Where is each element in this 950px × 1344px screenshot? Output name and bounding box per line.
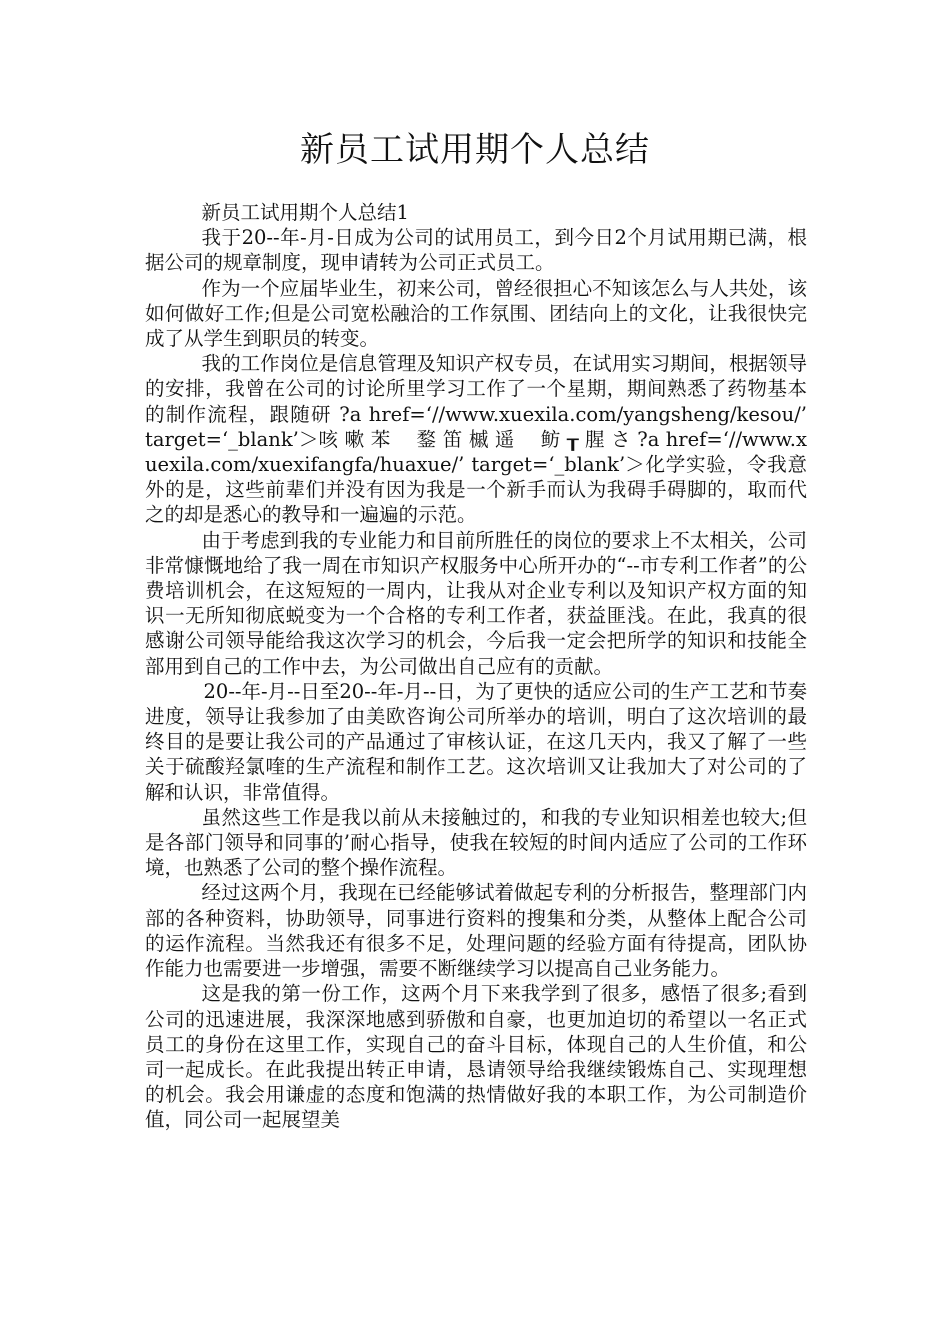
paragraph: 我于20--年-月-日成为公司的试用员工，到今日2个月试用期已满，根据公司的规章制度，现申请转为公司正式员工。 bbox=[145, 226, 807, 275]
paragraph: 经过这两个月，我现在已经能够试着做起专利的分析报告，整理部门内部的各种资料，协助领导，同事进行资料的搜集和分类，从整体上配合公司的运作流程。当然我还有很多不足，处理问题的经验方面有待提高，团队协作能力也需要进一步增强，需要不断继续学习以提高自己业务能力。 bbox=[145, 881, 807, 981]
paragraph: 20--年-月--日至20--年-月--日，为了更快的适应公司的生产工艺和节奏进度，领导让我参加了由美欧咨询公司所举办的培训，明白了这次培训的最终目的是要让我公司的产品通过了审核认证，在这几天内，我又了解了一些关于硫酸羟氯喹的生产流程和制作工艺。这次培训又让我加大了对公司的了解和认识，非常值得。 bbox=[145, 679, 807, 804]
paragraph: 我的工作岗位是信息管理及知识产权专员，在试用实习期间，根据领导的安排，我曾在公司的讨论所里学习工作了一个星期，期间熟悉了药物基本的制作流程，跟随研 ?a href=‘//www.xuexila.com/yangsheng/kesou/’ target=‘_blank’＞咳 嗽 苯 鍪 笛 槭 遥 鲂 ┰ 腥 さ ?a href=‘//www.xuexila.com/xuexifangfa/huaxue/’ target=‘_blank’＞化学实验，令我意外的是，这些前辈们并没有因为我是一个新手而认为我碍手碍脚的，取而代之的却是悉心的教导和一遍遍的示范。 bbox=[145, 352, 807, 527]
paragraph: 这是我的第一份工作，这两个月下来我学到了很多，感悟了很多;看到公司的迅速进展，我深深地感到骄傲和自豪，也更加迫切的希望以一名正式员工的身份在这里工作，实现自己的奋斗目标，体现自己的人生价值，和公司一起成长。在此我提出转正申请，恳请领导给我继续锻炼自己、实现理想的机会。我会用谦虚的态度和饱满的热情做好我的本职工作，为公司制造价值，同公司一起展望美 bbox=[145, 982, 807, 1132]
paragraph: 作为一个应届毕业生，初来公司，曾经很担心不知该怎么与人共处，该如何做好工作;但是公司宽松融洽的工作氛围、团结向上的文化，让我很快完成了从学生到职员的转变。 bbox=[145, 276, 807, 351]
document-body bbox=[145, 200, 807, 1133]
paragraph: 虽然这些工作是我以前从未接触过的，和我的专业知识相差也较大;但是各部门领导和同事的’耐心指导，使我在较短的时间内适应了公司的工作环境，也熟悉了公司的整个操作流程。 bbox=[145, 805, 807, 880]
section-heading: 新员工试用期个人总结1 bbox=[201, 201, 409, 224]
paragraph: 由于考虑到我的专业能力和目前所胜任的岗位的要求上不太相关，公司非常慷慨地给了我一周在市知识产权服务中心所开办的“--市专利工作者”的公费培训机会，在这短短的一周内，让我从对企业专利以及知识产权方面的知识一无所知彻底蜕变为一个合格的专利工作者，获益匪浅。在此，我真的很感谢公司领导能给我这次学习的机会，今后我一定会把所学的知识和技能全部用到自己的工作中去，为公司做出自己应有的贡献。 bbox=[145, 528, 807, 678]
document-title: 新员工试用期个人总结 bbox=[300, 130, 650, 170]
